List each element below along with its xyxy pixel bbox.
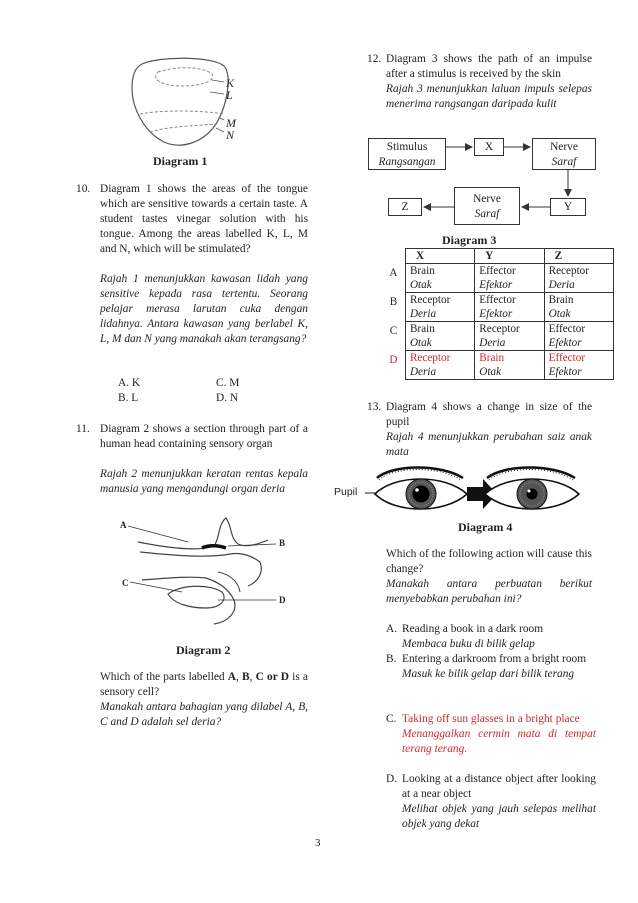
eye-after bbox=[485, 468, 579, 510]
flow-arrows bbox=[360, 130, 610, 230]
table-cell: Brain Otak bbox=[405, 264, 474, 293]
option-letter: C. bbox=[386, 713, 397, 725]
table-cell: Receptor Deria bbox=[544, 264, 613, 293]
table-cell: Brain Otak bbox=[405, 322, 474, 351]
q10-option-b[interactable]: B. L bbox=[118, 392, 139, 404]
table-cell: Brain Otak bbox=[475, 351, 544, 380]
diagram-1-caption: Diagram 1 bbox=[153, 154, 208, 168]
pupil-large bbox=[413, 486, 430, 503]
q13-number: 13. bbox=[367, 401, 382, 413]
q12-text-ms: Rajah 3 menunjukkan laluan impuls selepas menerima rangsangan daripada kulit bbox=[386, 83, 592, 110]
olfactory-receptor bbox=[202, 546, 226, 548]
option-b-ms: Masuk ke bilik gelap dari bilik terang bbox=[402, 668, 575, 680]
q11-text-ms: Rajah 2 menunjukkan keratan rentas kepala manusia yang mengandungi organ deria bbox=[100, 468, 308, 495]
option-a-en: Reading a book in a dark room bbox=[402, 623, 544, 635]
q13-question-en: Which of the following action will cause this change? bbox=[386, 548, 592, 575]
diagram-2-label-c: C bbox=[122, 578, 129, 588]
diagram-3-caption: Diagram 3 bbox=[442, 233, 497, 247]
option-c-en: Taking off sun glasses in a bright place bbox=[402, 713, 580, 725]
option-letter: B. bbox=[386, 653, 397, 665]
q10-number: 10. bbox=[76, 183, 91, 195]
option-letter: D. bbox=[386, 773, 398, 785]
table-cell: Effector Efektor bbox=[475, 293, 544, 322]
diagram-2-caption: Diagram 2 bbox=[176, 643, 231, 657]
tongue-region-n bbox=[150, 124, 216, 132]
table-header-row bbox=[382, 249, 614, 264]
tongue-outline bbox=[132, 58, 228, 145]
q13-option-a[interactable] bbox=[386, 622, 596, 652]
page-number: 3 bbox=[315, 837, 321, 849]
q11-number: 11. bbox=[76, 423, 90, 435]
row-label: A bbox=[389, 266, 398, 279]
nerve-2-ms: Saraf bbox=[474, 208, 500, 220]
option-d-en: Looking at a distance object after looking at a near object bbox=[402, 773, 596, 800]
diagram-2-label-a: A bbox=[120, 520, 127, 530]
table-cell: Receptor Deria bbox=[475, 322, 544, 351]
q12-text-en: Diagram 3 shows the path of an impulse after a stimulus is received by the skin bbox=[386, 53, 592, 80]
table-header-x: X bbox=[405, 249, 474, 264]
table-cell: Effector Efektor bbox=[544, 351, 613, 380]
diagram-4-caption: Diagram 4 bbox=[458, 520, 513, 534]
tongue-shape bbox=[168, 586, 224, 608]
q13-question-ms: Manakah antara perbuatan berikut menyebabkan perubahan ini? bbox=[386, 578, 592, 605]
diagram-1-label-l: L bbox=[226, 88, 233, 102]
diagram-2-label-d: D bbox=[279, 595, 286, 605]
table-cell: Brain Otak bbox=[544, 293, 613, 322]
q11-question-en: Which of the parts labelled A, B, C or D is a sensory cell? bbox=[100, 671, 308, 698]
diagram-4-eyes bbox=[365, 466, 590, 522]
nerve-1-ms: Saraf bbox=[551, 156, 577, 168]
q13-option-d[interactable] bbox=[386, 772, 596, 832]
q10-text-ms: Rajah 1 menunjukkan kawasan lidah yang sensitive kepada rasa tertentu. Seorang pelajar merasa larutan cuka dengan lidahnya. Antara kawasan yang berlabel K, L, M dan N yang manakah akan terangsang? bbox=[100, 273, 308, 345]
q13-text-ms: Rajah 4 menunjukkan perubahan saiz anak mata bbox=[386, 431, 592, 458]
q10-option-c[interactable]: C. M bbox=[216, 377, 240, 389]
diagram-1-label-m: M bbox=[226, 116, 236, 130]
option-a-ms: Membaca buku di bilik gelap bbox=[402, 638, 535, 650]
table-header-z: Z bbox=[544, 249, 613, 264]
mouth-outline bbox=[142, 577, 235, 624]
z-label: Z bbox=[401, 201, 409, 213]
option-c-ms: Menanggalkan cermin mata di tempat terang terang. bbox=[402, 728, 596, 755]
diagram-1-label-n: N bbox=[226, 128, 235, 142]
table-header-y: Y bbox=[475, 249, 544, 264]
pupil-label: Pupil bbox=[334, 486, 358, 498]
q13-option-c[interactable] bbox=[386, 712, 596, 757]
table-cell: Effector Efektor bbox=[475, 264, 544, 293]
q13-text-en: Diagram 4 shows a change in size of the pupil bbox=[386, 401, 592, 428]
pointer-a bbox=[128, 526, 188, 542]
row-label: B bbox=[389, 295, 398, 308]
table-cell: Receptor Deria bbox=[405, 293, 474, 322]
q10-option-a[interactable]: A. K bbox=[118, 377, 141, 389]
y-label: Y bbox=[563, 201, 573, 213]
tongue-region-k bbox=[156, 68, 213, 86]
q11-text-en: Diagram 2 shows a section through part of a human head containing sensory organ bbox=[100, 423, 308, 450]
nerve-2-en: Nerve bbox=[473, 193, 501, 205]
stimulus-en: Stimulus bbox=[386, 141, 428, 153]
row-label: C bbox=[389, 324, 398, 337]
pointer-c bbox=[130, 582, 182, 592]
table-row-b[interactable] bbox=[382, 293, 614, 322]
diagram-2-label-b: B bbox=[279, 538, 286, 548]
q12-answer-table bbox=[382, 248, 614, 380]
x-label: X bbox=[484, 141, 494, 153]
row-label: D bbox=[389, 353, 398, 366]
q11-question-ms: Manakah antara bahagian yang dilabel A, B, C and D adalah sel deria? bbox=[100, 701, 308, 728]
table-row-a[interactable] bbox=[382, 264, 614, 293]
option-d-ms: Melihat objek yang jauh selepas melihat objek yang dekat bbox=[402, 803, 596, 830]
stimulus-ms: Rangsangan bbox=[378, 156, 436, 168]
table-row-c[interactable] bbox=[382, 322, 614, 351]
q10-text-en: Diagram 1 shows the areas of the tongue which are sensitive towards a certain taste. A student tastes vinegar solution with his tongue. Among the areas labelled K, L, M and N, which will be stimulated? bbox=[100, 183, 308, 255]
table-row-d[interactable] bbox=[382, 351, 614, 380]
option-b-en: Entering a darkroom from a bright room bbox=[402, 653, 587, 665]
table-cell: Effector Efektor bbox=[544, 322, 613, 351]
q12-number: 12. bbox=[367, 53, 382, 65]
eye-before bbox=[375, 468, 467, 510]
tongue-region-m bbox=[140, 111, 224, 114]
diagram-1-label-k: K bbox=[226, 76, 235, 90]
option-letter: A. bbox=[386, 623, 398, 635]
table-cell: Receptor Deria bbox=[405, 351, 474, 380]
diagram-2-head-section bbox=[118, 512, 298, 632]
nerve-1-en: Nerve bbox=[550, 141, 578, 153]
q13-option-b[interactable] bbox=[386, 652, 596, 682]
q10-option-d[interactable]: D. N bbox=[216, 392, 239, 404]
